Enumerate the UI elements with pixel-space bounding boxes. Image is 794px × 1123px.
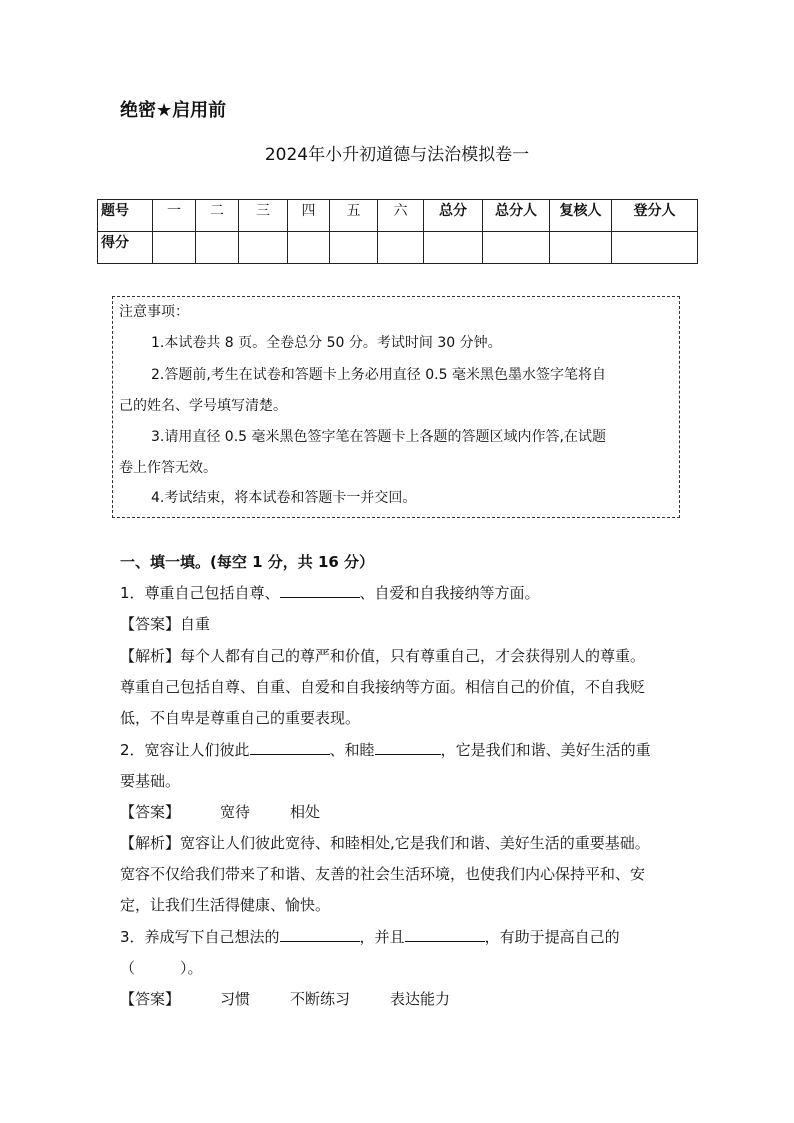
- answer-text: 相处: [290, 803, 321, 821]
- question-text: ，有助于提高自己的: [484, 928, 620, 946]
- answer-text: 不断练习: [290, 990, 351, 1008]
- table-cell: 总分人: [483, 200, 550, 232]
- analysis-line: 定，让我们生活得健康、愉快。: [120, 896, 331, 914]
- score-cell: [288, 232, 330, 264]
- answer-line: [120, 988, 450, 1009]
- answer-line: [120, 801, 320, 822]
- notice-heading: 注意事项：: [119, 304, 189, 320]
- score-cell: [196, 232, 239, 264]
- score-cell: [378, 232, 424, 264]
- score-table: [97, 199, 698, 264]
- answer-text: 表达能力: [390, 990, 451, 1008]
- score-cell: [153, 232, 196, 264]
- analysis-text: 宽容让人们彼此宽待、和睦相处,它是我们和谐、美好生活的重要基础。: [180, 834, 650, 852]
- answer-blank: [405, 927, 485, 942]
- score-table-score-row: [98, 232, 698, 264]
- notice-line: 3.请用直径 0.5 毫米黑色签字笔在答题卡上各题的答题区域内作答,在试题: [151, 429, 606, 445]
- score-table-header-row: [98, 200, 698, 232]
- score-cell: [424, 232, 483, 264]
- analysis-line: 尊重自己包括自尊、自重、自爱和自我接纳等方面。相信自己的价值，不自我贬: [120, 678, 646, 696]
- notice-line: 1.本试卷共 8 页。全卷总分 50 分。考试时间 30 分钟。: [151, 335, 502, 351]
- answer-blank: [280, 583, 360, 598]
- notice-line: 卷上作答无效。: [119, 460, 217, 476]
- analysis-line: 低，不自卑是尊重自己的重要表现。: [120, 709, 361, 727]
- notice-box: [112, 296, 680, 518]
- table-cell: 总分: [424, 200, 483, 232]
- answer-line: [120, 613, 210, 634]
- question-text: 、自爱和自我接纳等方面。: [359, 584, 540, 602]
- question-text: 、和睦: [329, 741, 375, 759]
- answer-blank: [375, 740, 441, 755]
- answer-blank: [280, 927, 360, 942]
- answer-label: 【答案】: [120, 990, 181, 1008]
- score-cell: [239, 232, 288, 264]
- analysis-text: 每个人都有自己的尊严和价值，只有尊重自己，才会获得别人的尊重。: [180, 647, 646, 665]
- table-cell: 六: [378, 200, 424, 232]
- page-title: 2024年小升初道德与法治模拟卷一: [264, 145, 530, 165]
- table-cell: 复核人: [550, 200, 612, 232]
- table-cell: 五: [330, 200, 378, 232]
- question-2-continued: 要基础。: [120, 772, 181, 790]
- analysis-line: [120, 645, 645, 666]
- question-text: 1．尊重自己包括自尊、: [120, 584, 280, 602]
- score-cell: [330, 232, 378, 264]
- table-cell: 登分人: [612, 200, 698, 232]
- question-text: ，并且: [359, 928, 405, 946]
- answer-blank: [250, 740, 330, 755]
- notice-line: 己的姓名、学号填写清楚。: [119, 398, 287, 414]
- answer-text: 宽待: [220, 803, 251, 821]
- question-3-continued: （ ）。: [120, 959, 203, 977]
- question-2: [120, 739, 651, 760]
- score-cell: [612, 232, 698, 264]
- table-cell: 得分: [98, 232, 153, 264]
- answer-label: 【答案】: [120, 615, 181, 633]
- analysis-line: 宽容不仅给我们带来了和谐、友善的社会生活环境，也使我们内心保持平和、安: [120, 865, 646, 883]
- notice-line: 4.考试结束，将本试卷和答题卡一并交回。: [151, 490, 417, 506]
- analysis-label: 【解析】: [120, 647, 181, 665]
- analysis-label: 【解析】: [120, 834, 181, 852]
- table-cell: 四: [288, 200, 330, 232]
- table-cell: 一: [153, 200, 196, 232]
- section-heading: 一、填一填。(每空 1 分，共 16 分）: [120, 553, 375, 571]
- score-cell: [483, 232, 550, 264]
- question-text: 3．养成写下自己想法的: [120, 928, 280, 946]
- score-cell: [550, 232, 612, 264]
- table-cell: 二: [196, 200, 239, 232]
- answer-label: 【答案】: [120, 803, 181, 821]
- analysis-line: [120, 832, 650, 853]
- table-cell: 题号: [98, 200, 153, 232]
- question-3: [120, 926, 620, 947]
- confidential-label: 绝密★启用前: [120, 100, 227, 121]
- answer-text: 自重: [180, 615, 211, 633]
- notice-line: 2.答题前,考生在试卷和答题卡上务必用直径 0.5 毫米黑色墨水签字笔将自: [151, 367, 606, 383]
- answer-text: 习惯: [220, 990, 251, 1008]
- question-text: 2．宽容让人们彼此: [120, 741, 250, 759]
- table-cell: 三: [239, 200, 288, 232]
- question-1: [120, 582, 540, 603]
- question-text: ，它是我们和谐、美好生活的重: [440, 741, 651, 759]
